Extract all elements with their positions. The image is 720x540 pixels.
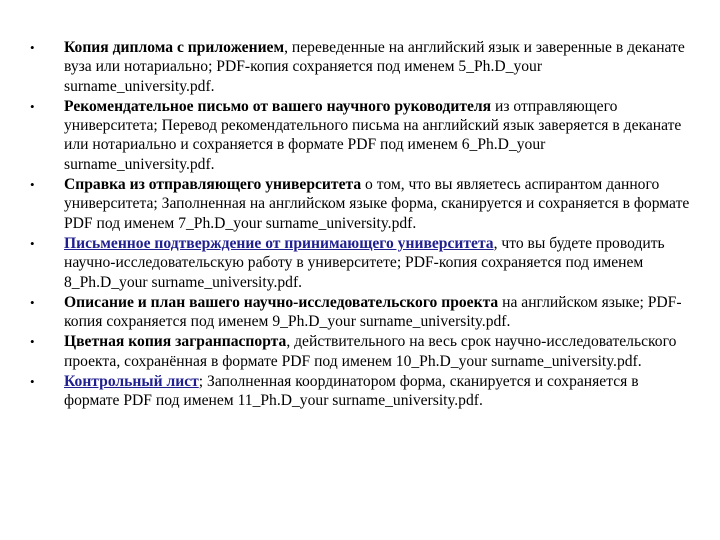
item-lead: Копия диплома с приложением	[64, 39, 285, 56]
list-item-research-plan	[0, 293, 720, 332]
list-item-diploma	[0, 38, 720, 96]
bullet: •	[30, 98, 35, 114]
item-text: , что вы будете проводить научно-исследовательскую работу в университете; PDF-копия сохраняется под именем 8_Ph.D_your surname_university.pdf.	[64, 234, 665, 291]
item-text: ; Заполненная координатором форма, сканируется и сохраняется в формате PDF под именем 11_Ph.D_your surname_university.pdf.	[64, 373, 639, 410]
bullet: •	[30, 177, 35, 193]
bullet: •	[30, 374, 35, 390]
item-text: , переведенные на английский язык и заверенные в деканате вуза или нотариально; PDF-копия сохраняется под именем 5_Ph.D_your surname_university.pdf.	[64, 39, 685, 95]
requirements-list	[0, 38, 720, 411]
bullet: •	[30, 334, 35, 350]
item-lead: Рекомендательное письмо от вашего научного руководителя	[64, 97, 492, 115]
list-item-recommendation-letter	[0, 97, 720, 174]
list-item-checklist	[0, 372, 720, 411]
bullet: •	[30, 40, 35, 55]
host-confirmation-link[interactable]: Письменное подтверждение от принимающего университета	[64, 234, 494, 252]
item-text: о том, что вы являетесь аспирантом данного университета; Заполненная на английском языке форма, сканируется и сохраняется в формате PDF под именем 7_Ph.D_your surname_university.pdf.	[64, 176, 690, 232]
item-text: из отправляющего университета; Перевод рекомендательного письма на английский язык заверяется в деканате или нотариально и сохраняется в формате PDF под именем 6_Ph.D_your surname_university.pdf.	[64, 97, 682, 173]
item-text: на английском языке; PDF-копия сохраняется под именем 9_Ph.D_your surname_university.pdf.	[64, 293, 682, 331]
item-lead: Описание и план вашего научно-исследовательского проекта	[64, 293, 499, 311]
checklist-link[interactable]: Контрольный лист	[64, 373, 199, 391]
item-lead: Справка из отправляющего университета	[64, 176, 362, 194]
document-body	[0, 38, 720, 411]
list-item-university-certificate	[0, 175, 720, 233]
list-item-host-confirmation	[0, 234, 720, 292]
item-text: , действительного на весь срок научно-исследовательского проекта, сохранённая в формате PDF под именем 10_Ph.D_your surname_university.pdf.	[64, 333, 677, 370]
bullet: •	[30, 235, 35, 251]
bullet: •	[30, 294, 35, 310]
item-lead: Цветная копия загранпаспорта	[64, 333, 287, 351]
list-item-passport-copy	[0, 332, 720, 371]
